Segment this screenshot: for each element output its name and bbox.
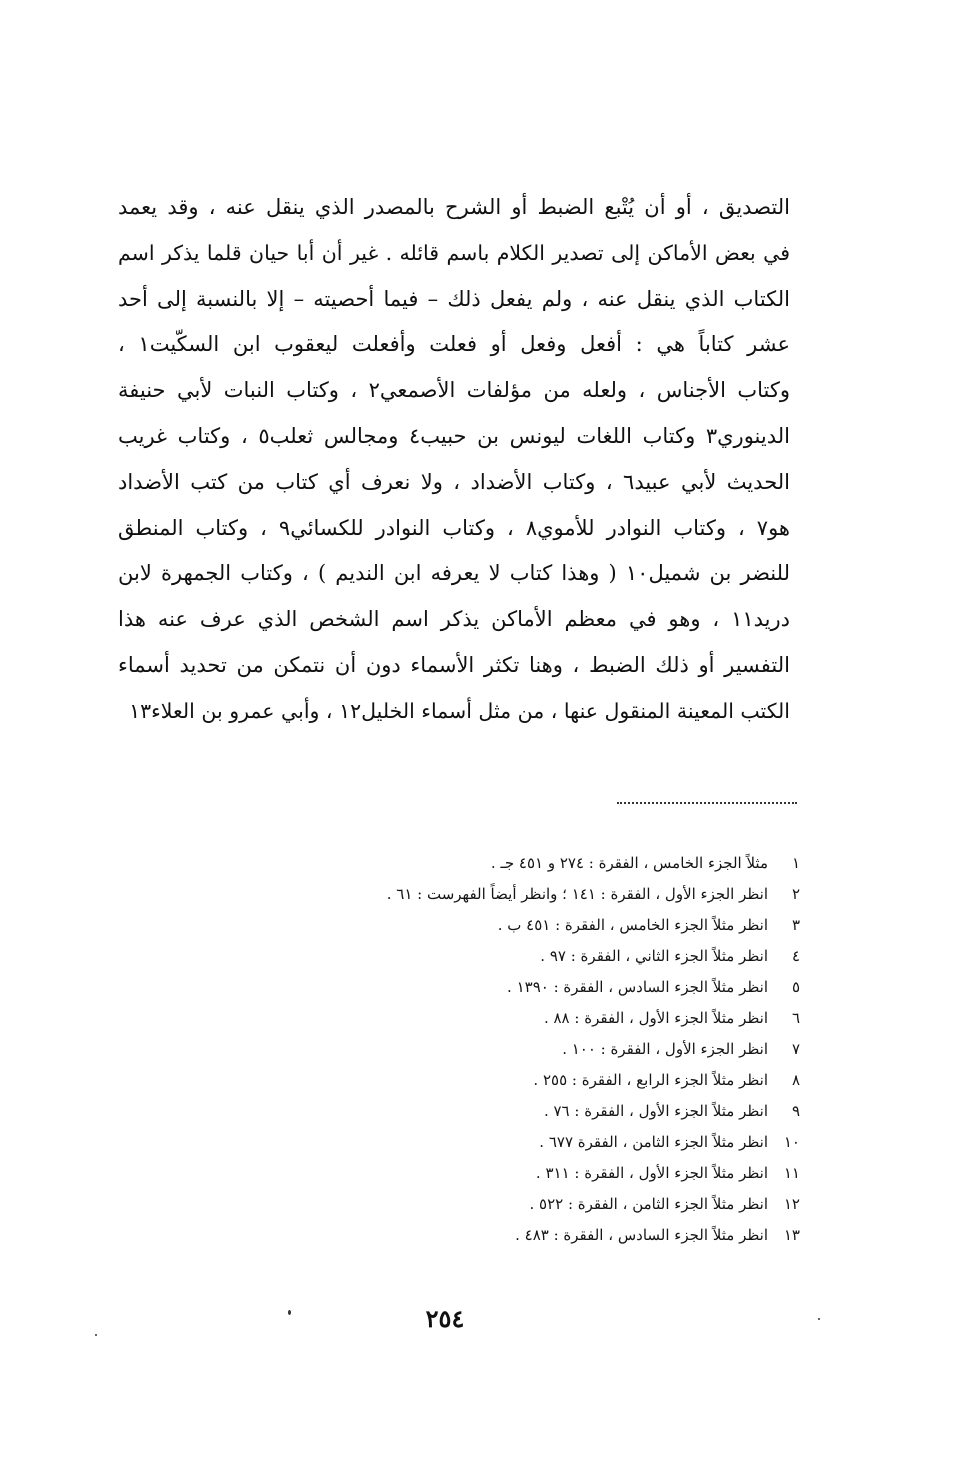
page-number: ٢٥٤ [425,1304,465,1333]
footnote-item [290,1220,800,1251]
footnote-item [290,1127,800,1158]
footnote-text: انظر الجزء الأول ، الفقرة : ١٠٠ . [562,1040,768,1058]
footnotes-list [290,848,800,1251]
footnote-text: مثلاً الجزء الخامس ، الفقرة : ٢٧٤ و ٤٥١ جـ . [490,854,768,872]
footnote-text: انظر مثلاً الجزء السادس ، الفقرة : ٤٨٣ . [515,1226,768,1244]
paragraph-line: الدينوري٣ وكتاب اللغات ليونس بن حبيب٤ ومجالس ثعلب٥ ، وكتاب غريب [118,423,790,448]
footnote-text: انظر مثلاً الجزء الأول ، الفقرة : ٨٨ . [543,1009,768,1027]
paragraph-line: التصديق ، أو أن يُتْبع الضبط أو الشرح بالمصدر الذي ينقل عنه ، وقد يعمد [118,195,790,219]
footnote-item [290,1158,800,1189]
footnote-item [290,972,800,1003]
scan-speck [818,1318,820,1320]
footnote-separator [617,802,797,804]
main-paragraph [118,185,790,735]
paragraph-line: التفسير أو ذلك الضبط ، وهنا تكثر الأسماء دون أن نتمكن من تحديد أسماء [118,652,790,677]
paragraph-line: للنضر بن شميل١٠ ( وهذا كتاب لا يعرفه ابن النديم ) ، وكتاب الجمهرة لابن [118,561,790,586]
paragraph-line: في بعض الأماكن إلى تصدير الكلام باسم قائله . غير أن أبا حيان قلما يذكر اسم [118,240,790,265]
footnote-number: ٥ [791,978,800,996]
footnote-item [290,1096,800,1127]
footnote-number: ٩ [791,1102,800,1120]
scan-speck [95,1334,97,1336]
footnote-item [290,879,800,910]
footnote-item [290,848,800,879]
paragraph-line: عشر كتاباً هي : أفعل وفعل أو فعلت وأفعلت ليعقوب ابن السكّيت١ ، [118,332,791,357]
paragraph-line: دريد١١ ، وهو في معظم الأماكن يذكر اسم الشخص الذي عرف عنه هذا [118,607,790,632]
paragraph-line: الكتب المعينة المنقول عنها ، من مثل أسماء الخليل١٢ ، وأبي عمرو بن العلاء١٣ [129,698,790,723]
footnote-number: ١٣ [783,1226,800,1244]
footnote-item [290,1189,800,1220]
footnote-item [290,910,800,941]
footnote-number: ٧ [791,1040,800,1058]
footnote-text: انظر مثلاً الجزء الرابع ، الفقرة : ٢٥٥ . [533,1071,768,1089]
paragraph-line: هو٧ ، وكتاب النوادر للأموي٨ ، وكتاب النوادر للكسائي٩ ، وكتاب المنطق [118,515,790,540]
footnote-number: ١٢ [783,1195,800,1213]
footnote-text: انظر الجزء الأول ، الفقرة : ١٤١ ؛ وانظر أيضاً الفهرست : ٦١ . [386,885,768,903]
paragraph-line: الحديث لأبي عبيد٦ ، وكتاب الأضداد ، ولا نعرف أي كتاب من كتب الأضداد [118,469,790,494]
footnote-text: انظر مثلاً الجزء الأول ، الفقرة : ٧٦ . [543,1102,768,1120]
footnote-number: ٣ [791,916,800,934]
footnote-item [290,941,800,972]
footnote-text: انظر مثلاً الجزء الثامن ، الفقرة ٦٧٧ . [539,1133,768,1151]
footnote-text: انظر مثلاً الجزء السادس ، الفقرة : ١٣٩٠ . [507,978,768,996]
footnote-number: ١ [791,854,800,872]
footnote-number: ٨ [791,1071,800,1089]
footnote-number: ٦ [791,1009,800,1027]
footnote-number: ٤ [791,947,800,965]
footnote-number: ١٠ [783,1133,800,1151]
paragraph-line: وكتاب الأجناس ، ولعله من مؤلفات الأصمعي٢ ، وكتاب النبات لأبي حنيفة [118,378,790,403]
scan-speck [288,1310,291,1315]
footnote-number: ٢ [791,885,800,903]
footnote-text: انظر مثلاً الجزء الثاني ، الفقرة : ٩٧ . [540,947,768,965]
footnote-text: انظر مثلاً الجزء الثامن ، الفقرة : ٥٢٢ . [529,1195,768,1213]
footnote-item [290,1003,800,1034]
footnote-number: ١١ [783,1164,800,1182]
footnote-text: انظر مثلاً الجزء الخامس ، الفقرة : ٤٥١ ب . [497,916,768,934]
paragraph-line: الكتاب الذي ينقل عنه ، ولم يفعل ذلك – فيما أحصيته – إلا بالنسبة إلى أحد [118,286,790,311]
footnote-item [290,1065,800,1096]
footnote-item [290,1034,800,1065]
footnote-text: انظر مثلاً الجزء الأول ، الفقرة : ٣١١ . [535,1164,768,1182]
